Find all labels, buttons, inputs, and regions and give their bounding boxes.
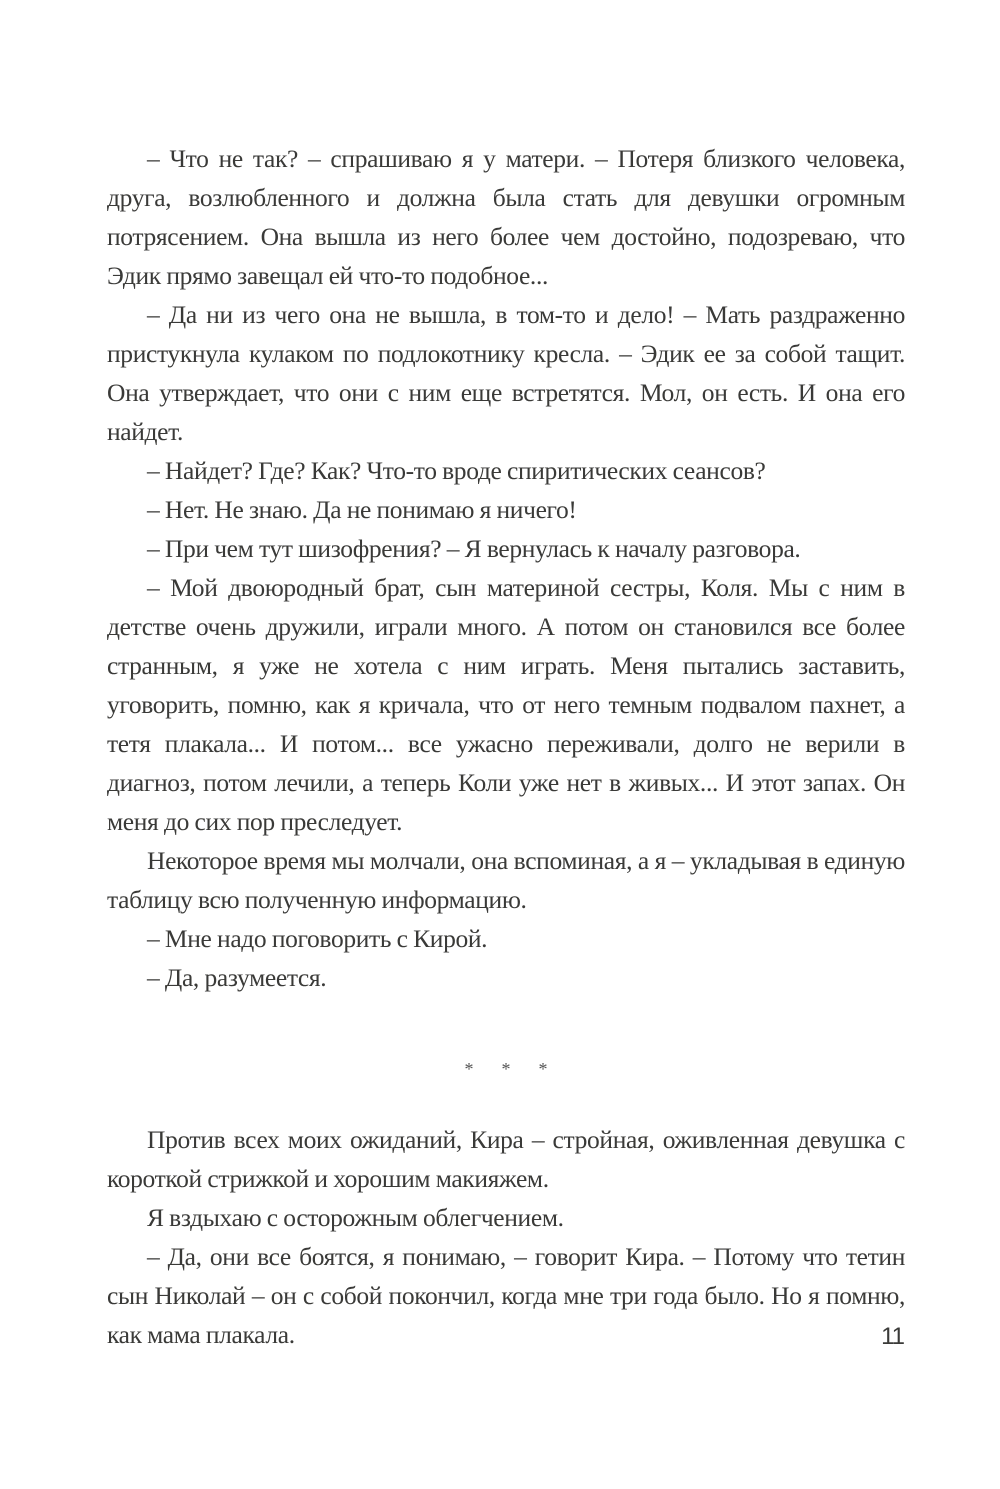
paragraph: Против всех моих ожиданий, Кира – стройная, оживленная девушка с короткой стрижкой и хорошим макияжем. — [107, 1125, 905, 1193]
paragraph: Я вздыхаю с осторожным облегчением. — [147, 1203, 564, 1232]
paragraph: – Да ни из чего она не вышла, в том-то и дело! – Мать раздраженно пристукнула кулаком по подлокотнику кресла. – Эдик ее за собой тащит. Она утверждает, что они с ним еще встретятся. Мол, он есть. И она его найдет. — [107, 300, 905, 446]
paragraph: – Нет. Не знаю. Да не понимаю я ничего! — [147, 495, 577, 524]
paragraph: – Да, они все боятся, я понимаю, – говорит Кира. – Потому что тетин сын Николай – он с собой покончил, когда мне три года было. Но я помню, как мама плакала. — [107, 1242, 905, 1349]
paragraph: Некоторое время мы молчали, она вспоминая, а я – укладывая в единую таблицу всю полученную информацию. — [107, 846, 905, 914]
book-page-body — [107, 139, 905, 1354]
page-number: 11 — [881, 1323, 904, 1350]
section-separator-asterisks: * * * — [464, 1059, 560, 1079]
paragraph: – Что не так? – спрашиваю я у матери. – Потеря близкого человека, друга, возлюбленного и должна была стать для девушки огромным потрясением. Она вышла из него более чем достойно, подозреваю, что Эдик прямо завещал ей что-то подобное... — [107, 144, 905, 290]
paragraph: – При чем тут шизофрения? – Я вернулась к началу разговора. — [147, 534, 801, 563]
text-section-1 — [107, 139, 905, 997]
paragraph: – Найдет? Где? Как? Что-то вроде спиритических сеансов? — [147, 456, 766, 485]
paragraph: – Да, разумеется. — [147, 963, 327, 992]
paragraph: – Мне надо поговорить с Кирой. — [147, 924, 488, 953]
text-section-2 — [107, 1120, 905, 1354]
paragraph: – Мой двоюродный брат, сын материной сестры, Коля. Мы с ним в детстве очень дружили, играли много. А потом он становился все более странным, я уже не хотела с ним играть. Меня пытались заставить, уговорить, помню, как я кричала, что от него темным подвалом пахнет, а тетя плакала... И потом... все ужасно переживали, долго не верили в диагноз, потом лечили, а теперь Коли уже нет в живых... И этот запах. Он меня до сих пор преследует. — [107, 573, 905, 836]
